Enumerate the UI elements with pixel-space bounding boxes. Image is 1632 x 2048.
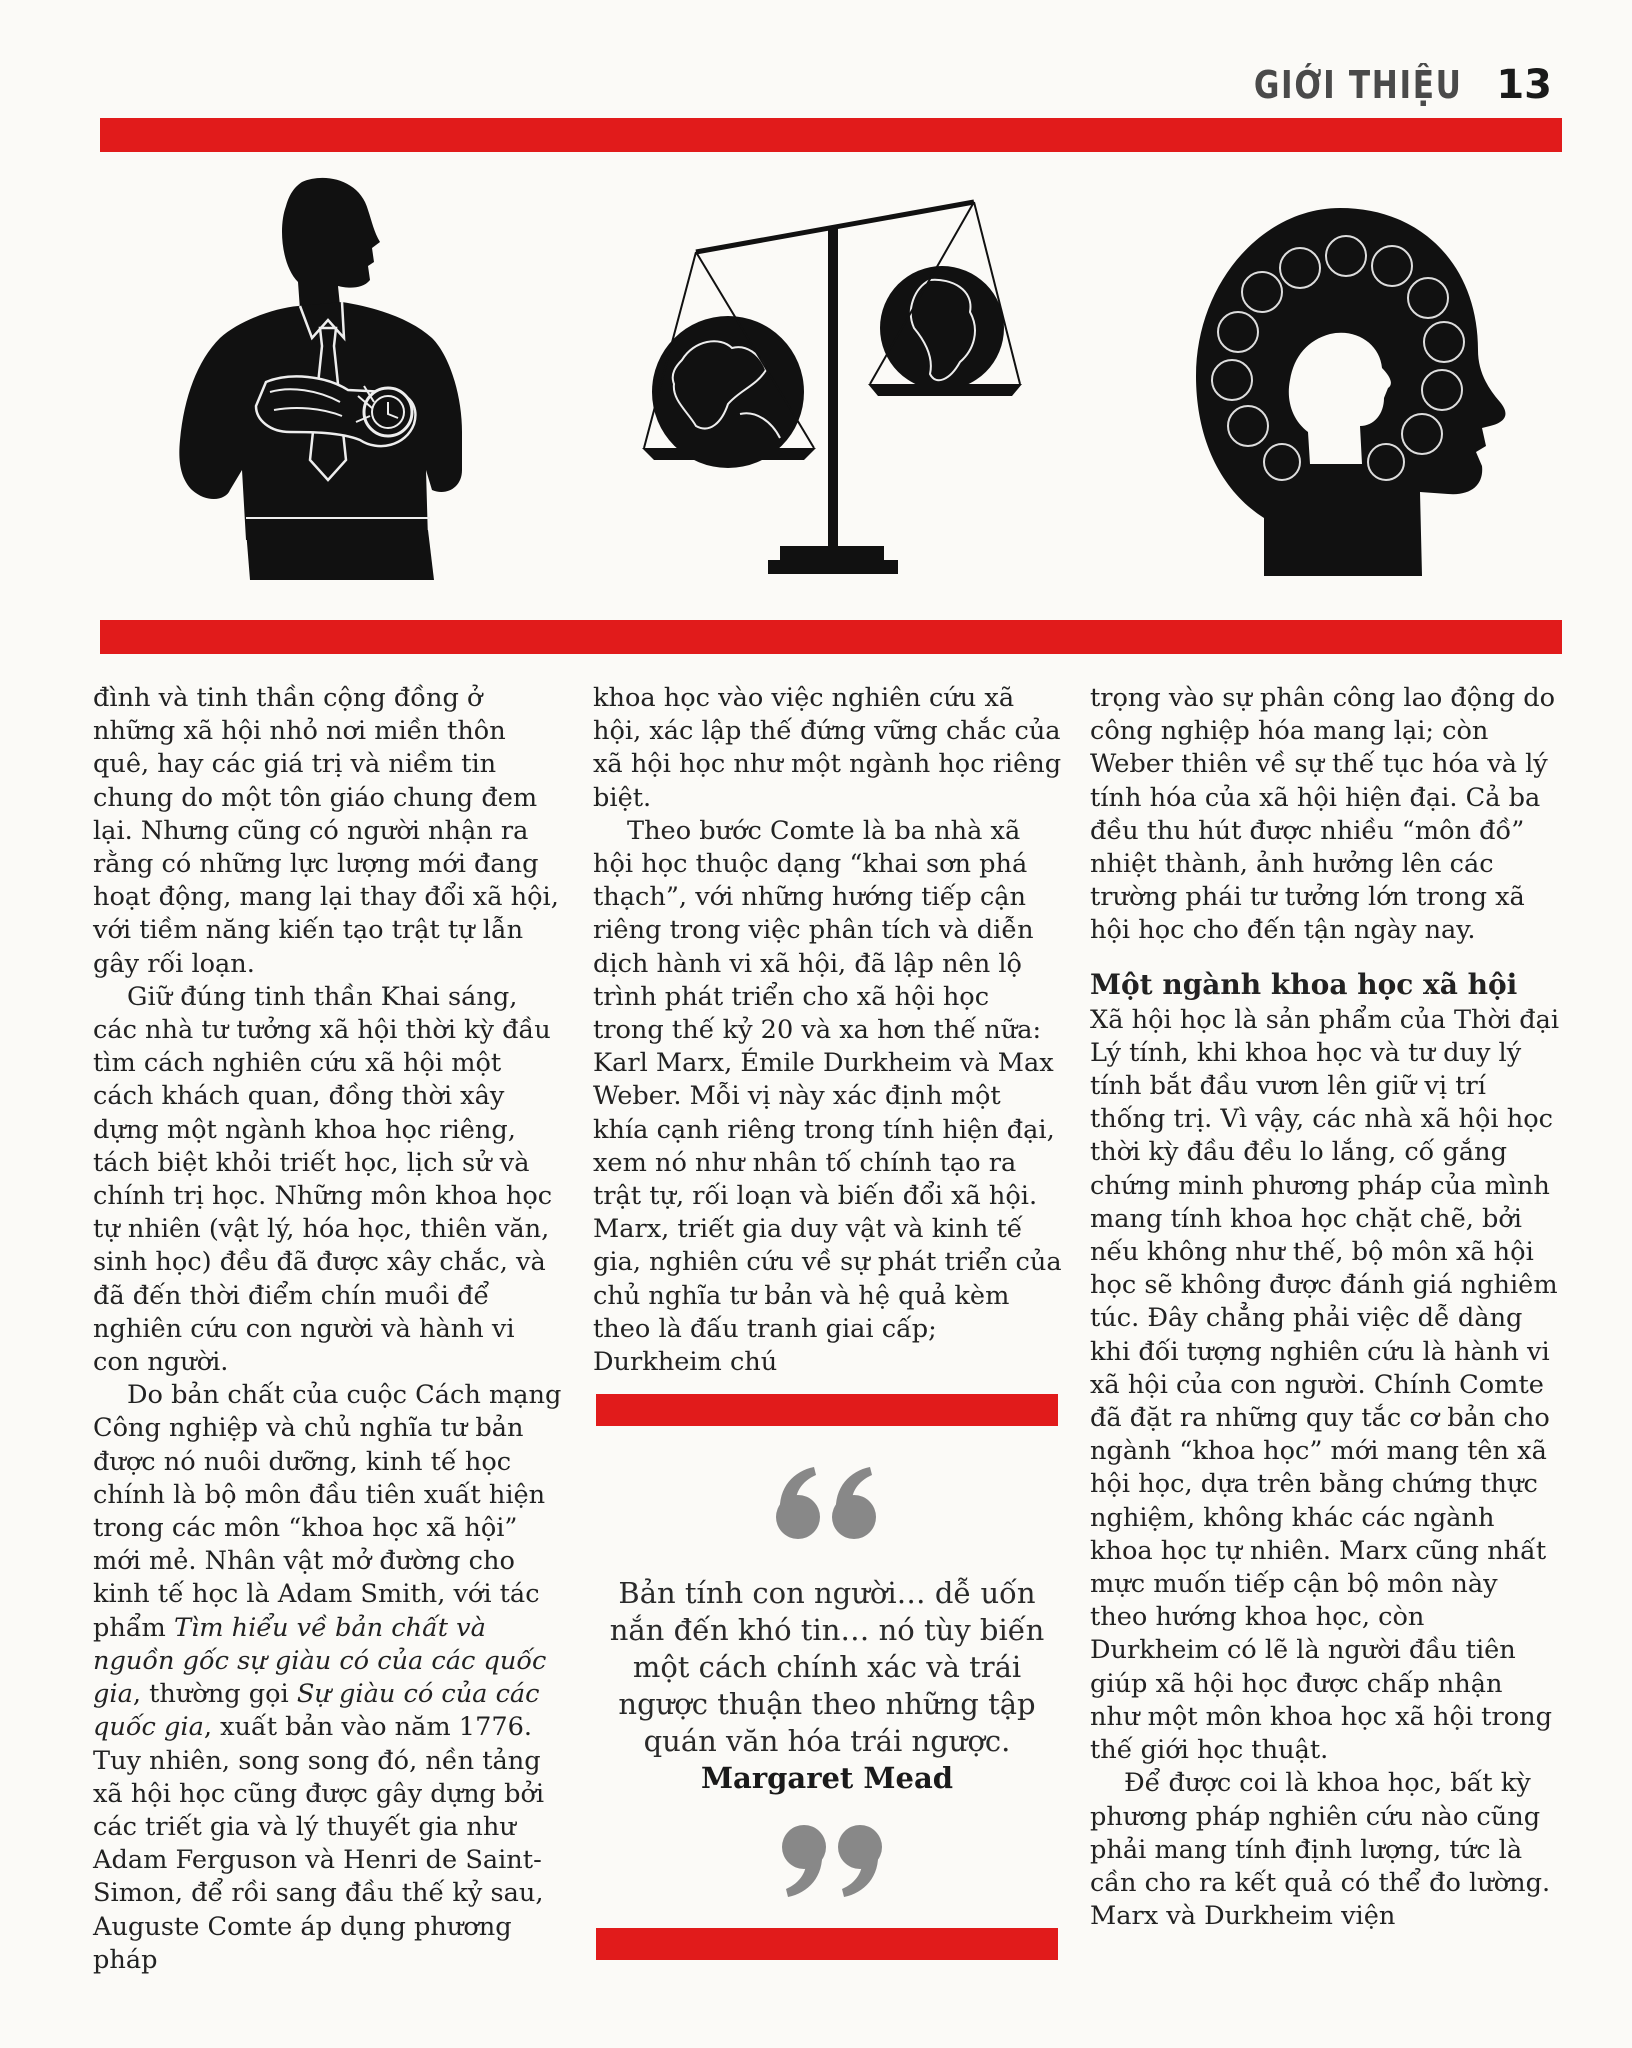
pull-quote [596,1435,1058,1995]
paragraph: Để được coi là khoa học, bất kỳ phương pháp nghiên cứu nào cũng phải mang tính định lượng, tức là cần cho ra kết quả có thể đo lường. Marx và Durkheim viện [1090,1768,1551,1932]
paragraph: trọng vào sự phân công lao động do công nghiệp hóa mang lại; còn Weber thiên về sự thế tục hóa và lý tính hóa của xã hội hiện đại. Cả ba đều thu hút được nhiều “môn đồ” nhiệt thành, ảnh hưởng lên các trường phái tư tưởng lớn trong xã hội học cho đến tận ngày nay. [1090,683,1556,946]
page-number: 13 [1496,62,1552,108]
head-silhouette-with-faces-icon [1190,200,1520,580]
book-title: Sự giàu có của các quốc gia [93,1679,540,1743]
paragraph: đình và tinh thần cộng đồng ở những xã hội nhỏ nơi miền thôn quê, hay các giá trị và niềm tin chung do một tôn giáo chung đem lại. Nhưng cũng có người nhận ra rằng có những lực lượng mới đang hoạt động, mang lại thay đổi xã hội, với tiềm năng kiến tạo trật tự lẫn gây rối loạn. [93,683,559,979]
text-column-2 [593,682,1063,1379]
quote-text-block [596,1575,1058,1797]
quote-top-bar [596,1394,1058,1426]
quote-author: Margaret Mead [700,1761,954,1795]
paragraph-text: , thường gọi [132,1679,297,1710]
paragraph-text: Do bản chất của cuộc Cách mạng Công nghiệp và chủ nghĩa tư bản được nó nuôi dưỡng, kinh tế học chính là bộ môn đầu tiên xuất hiện trong các môn “khoa học xã hội” mới mẻ. Nhân vật mở đường cho kinh tế học là Adam Smith, với tác phẩm [93,1380,562,1643]
page-header [1208,62,1552,108]
text-column-3 [1090,682,1560,1933]
book-title: Tìm hiểu về bản chất và nguồn gốc sự giàu có của các quốc gia [93,1612,547,1710]
paragraph: Xã hội học là sản phẩm của Thời đại Lý tính, khi khoa học và tư duy lý tính bắt đầu vươn lên giữ vị trí thống trị. Vì vậy, các nhà xã hội học thời kỳ đầu đều lo lắng, cố gắng chứng minh phương pháp của mình mang tính khoa học chặt chẽ, bởi nếu không như thế, bộ môn xã hội học sẽ không được đánh giá nghiêm túc. Đây chẳng phải việc dễ dàng khi đối tượng nghiên cứu là hành vi xã hội của con người. Chính Comte đã đặt ra những quy tắc cơ bản cho ngành “khoa học” mới mang tên xã hội học, dựa trên bằng chứng thực nghiệm, không khác các ngành khoa học tự nhiên. Marx cũng nhất mực muốn tiếp cận bộ môn này theo hướng khoa học, còn Durkheim có lẽ là người đầu tiên giúp xã hội học được chấp nhận như một môn khoa học xã hội trong thế giới học thuật. [1090,1004,1560,1766]
paragraph: Giữ đúng tinh thần Khai sáng, các nhà tư tưởng xã hội thời kỳ đầu tìm cách nghiên cứu xã hội một cách khách quan, đồng thời xây dựng một ngành khoa học riêng, tách biệt khỏi triết học, lịch sử và chính trị học. Những môn khoa học tự nhiên (vật lý, hóa học, thiên văn, sinh học) đều đã được xây chắc, và đã đến thời điểm chín muồi để nghiên cứu con người và hành vi con người. [93,981,553,1378]
balance-scale-with-globes-icon [630,190,1050,590]
section-title: GIỚI THIỆU [1253,63,1463,107]
paragraph: Theo bước Comte là ba nhà xã hội học thuộc dạng “khai sơn phá thạch”, với những hướng tiếp cận riêng trong việc phân tích và diễn dịch hành vi xã hội, đã lập nên lộ trình phát triển cho xã hội học trong thế kỷ 20 và xa hơn thế nữa: Karl Marx, Émile Durkheim và Max Weber. Mỗi vị này xác định một khía cạnh riêng trong tính hiện đại, xem nó như nhân tố chính tạo ra trật tự, rối loạn và biến đổi xã hội. Marx, triết gia duy vật và kinh tế gia, nghiên cứu về sự phát triển của chủ nghĩa tư bản và hệ quả kèm theo là đấu tranh giai cấp; Durkheim chú [593,815,1062,1378]
section-heading: Một ngành khoa học xã hội [1090,967,1518,1001]
paragraph-text: , xuất bản vào năm 1776. Tuy nhiên, song song đó, nền tảng xã hội học cũng được gây dựng bởi các triết gia và lý thuyết gia như Adam Ferguson và Henri de Saint-Simon, để rồi sang đầu thế kỷ sau, Auguste Comte áp dụng phương pháp [93,1712,545,1975]
paragraph [93,1379,563,1977]
quote-text: Bản tính con người… dễ uốn nắn đến khó tin… nó tùy biến một cách chính xác và trái ngược thuận theo những tập quán văn hóa trái ngược. [609,1576,1045,1758]
paragraph: khoa học vào việc nghiên cứu xã hội, xác lập thế đứng vững chắc của xã hội học như một ngành học riêng biệt. [593,683,1062,813]
quote-bottom-bar [596,1928,1058,1960]
businessman-checking-watch-icon [150,170,510,580]
top-red-bar [100,118,1562,152]
close-quote-icon [772,1821,892,1901]
bottom-red-bar [100,620,1562,654]
text-column-1 [93,682,563,1977]
open-quote-icon [766,1463,886,1543]
